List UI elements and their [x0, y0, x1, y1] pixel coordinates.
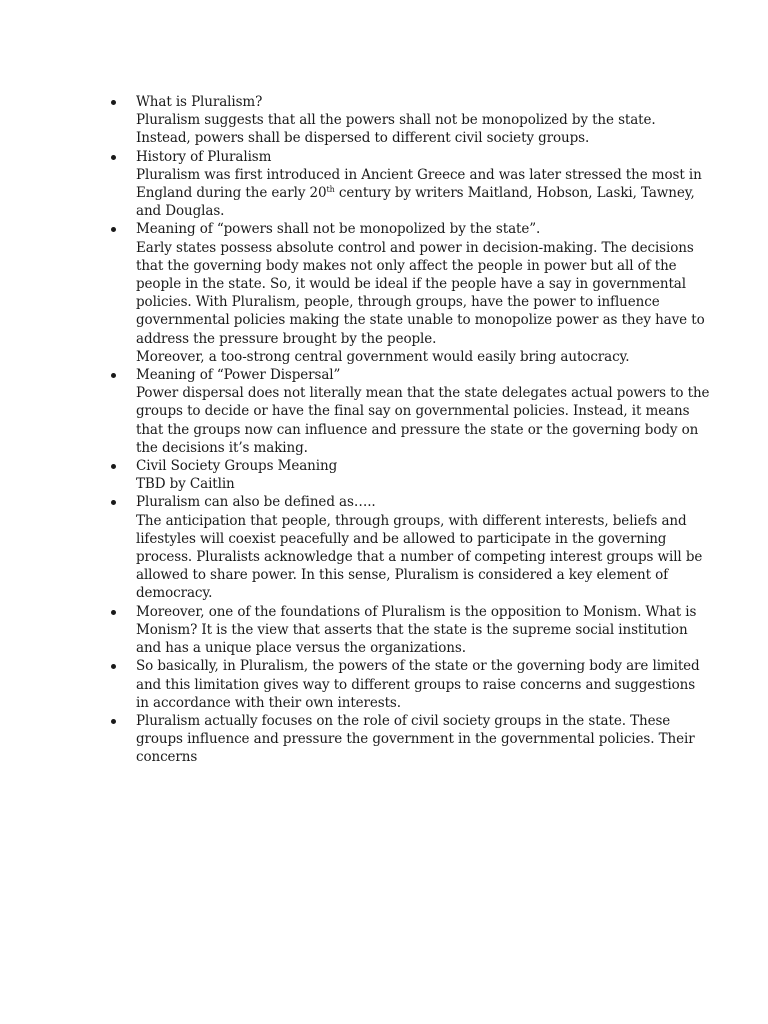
item-heading: Meaning of “powers shall not be monopolized by the state”. — [136, 221, 541, 238]
list-item — [104, 493, 704, 602]
item-body-line: and has a unique place versus the organizations. — [136, 640, 466, 657]
item-heading: Pluralism can also be defined as….. — [136, 494, 376, 511]
bullet-icon — [111, 155, 116, 160]
item-heading: Pluralism actually focuses on the role of civil society groups in the state. These — [136, 712, 671, 729]
item-body-line: TBD by Caitlin — [136, 476, 235, 493]
item-body-line: lifestyles will coexist peacefully and be allowed to participate in the governing — [136, 530, 667, 547]
item-body-line: Pluralism was first introduced in Ancient Greece and was later stressed the most in — [136, 166, 702, 183]
bullet-icon — [111, 500, 116, 505]
item-body-line: Moreover, a too-strong central government would easily bring autocracy. — [136, 348, 630, 365]
item-body-line: Monism? It is the view that asserts that the state is the supreme social institution — [136, 621, 688, 638]
item-body-line: groups influence and pressure the government in the governmental policies. Their — [136, 731, 695, 748]
item-body-line: democracy. — [136, 585, 213, 602]
item-body-line: The anticipation that people, through groups, with different interests, beliefs and — [136, 512, 687, 529]
item-body-line: the decisions it’s making. — [136, 439, 308, 456]
item-body-line: groups to decide or have the final say on governmental policies. Instead, it means — [136, 403, 690, 420]
bullet-icon — [111, 100, 116, 105]
item-heading: Moreover, one of the foundations of Pluralism is the opposition to Monism. What is — [136, 603, 697, 620]
list-item — [104, 148, 704, 221]
item-body-line: address the pressure brought by the people. — [136, 330, 437, 347]
item-body-line: concerns — [136, 749, 198, 766]
bullet-icon — [111, 464, 116, 469]
item-body-line: people in the state. So, it would be ideal if the people have a say in governmental — [136, 276, 686, 293]
list-item — [104, 712, 704, 767]
item-heading: Civil Society Groups Meaning — [136, 458, 338, 475]
list-item — [104, 220, 704, 366]
item-body-line: and this limitation gives way to different groups to raise concerns and suggestions — [136, 676, 696, 693]
ordinal-superscript: th — [326, 185, 335, 195]
bullet-icon — [111, 227, 116, 232]
item-body-line: policies. With Pluralism, people, through groups, have the power to influence — [136, 294, 660, 311]
item-body-line: Power dispersal does not literally mean that the state delegates actual powers to the — [136, 385, 710, 402]
bullet-list — [104, 93, 710, 767]
bullet-icon — [111, 610, 116, 615]
item-body-line: and Douglas. — [136, 203, 225, 220]
item-body-line: allowed to share power. In this sense, Pluralism is considered a key element of — [136, 567, 669, 584]
item-body-line: Early states possess absolute control and power in decision-making. The decisions — [136, 239, 694, 256]
list-item — [104, 366, 710, 457]
bullet-icon — [111, 664, 116, 669]
item-body-line: process. Pluralists acknowledge that a number of competing interest groups will be — [136, 549, 703, 566]
list-item — [104, 93, 704, 148]
list-item — [104, 457, 704, 493]
item-heading: So basically, in Pluralism, the powers of the state or the governing body are limited — [136, 658, 700, 675]
item-body-line: in accordance with their own interests. — [136, 694, 401, 711]
item-heading: History of Pluralism — [136, 148, 272, 165]
item-body-line: governmental policies making the state unable to monopolize power as they have to — [136, 312, 705, 329]
list-item — [104, 657, 704, 712]
list-item — [104, 603, 704, 658]
bullet-icon — [111, 719, 116, 724]
item-heading: What is Pluralism? — [136, 94, 263, 110]
body-text-after-sup: century by writers Maitland, Hobson, Laski, Tawney, — [334, 185, 695, 202]
item-body-line — [136, 184, 704, 202]
item-body-line: that the governing body makes not only affect the people in power but all of the — [136, 257, 677, 274]
bullet-icon — [111, 373, 116, 378]
item-body-line: Pluralism suggests that all the powers shall not be monopolized by the state. — [136, 112, 656, 129]
body-text-before-sup: England during the early 20 — [136, 185, 327, 202]
item-heading: Meaning of “Power Dispersal” — [136, 367, 341, 384]
item-body-line: that the groups now can influence and pressure the state or the governing body on — [136, 421, 699, 438]
item-body-line: Instead, powers shall be dispersed to different civil society groups. — [136, 130, 590, 147]
